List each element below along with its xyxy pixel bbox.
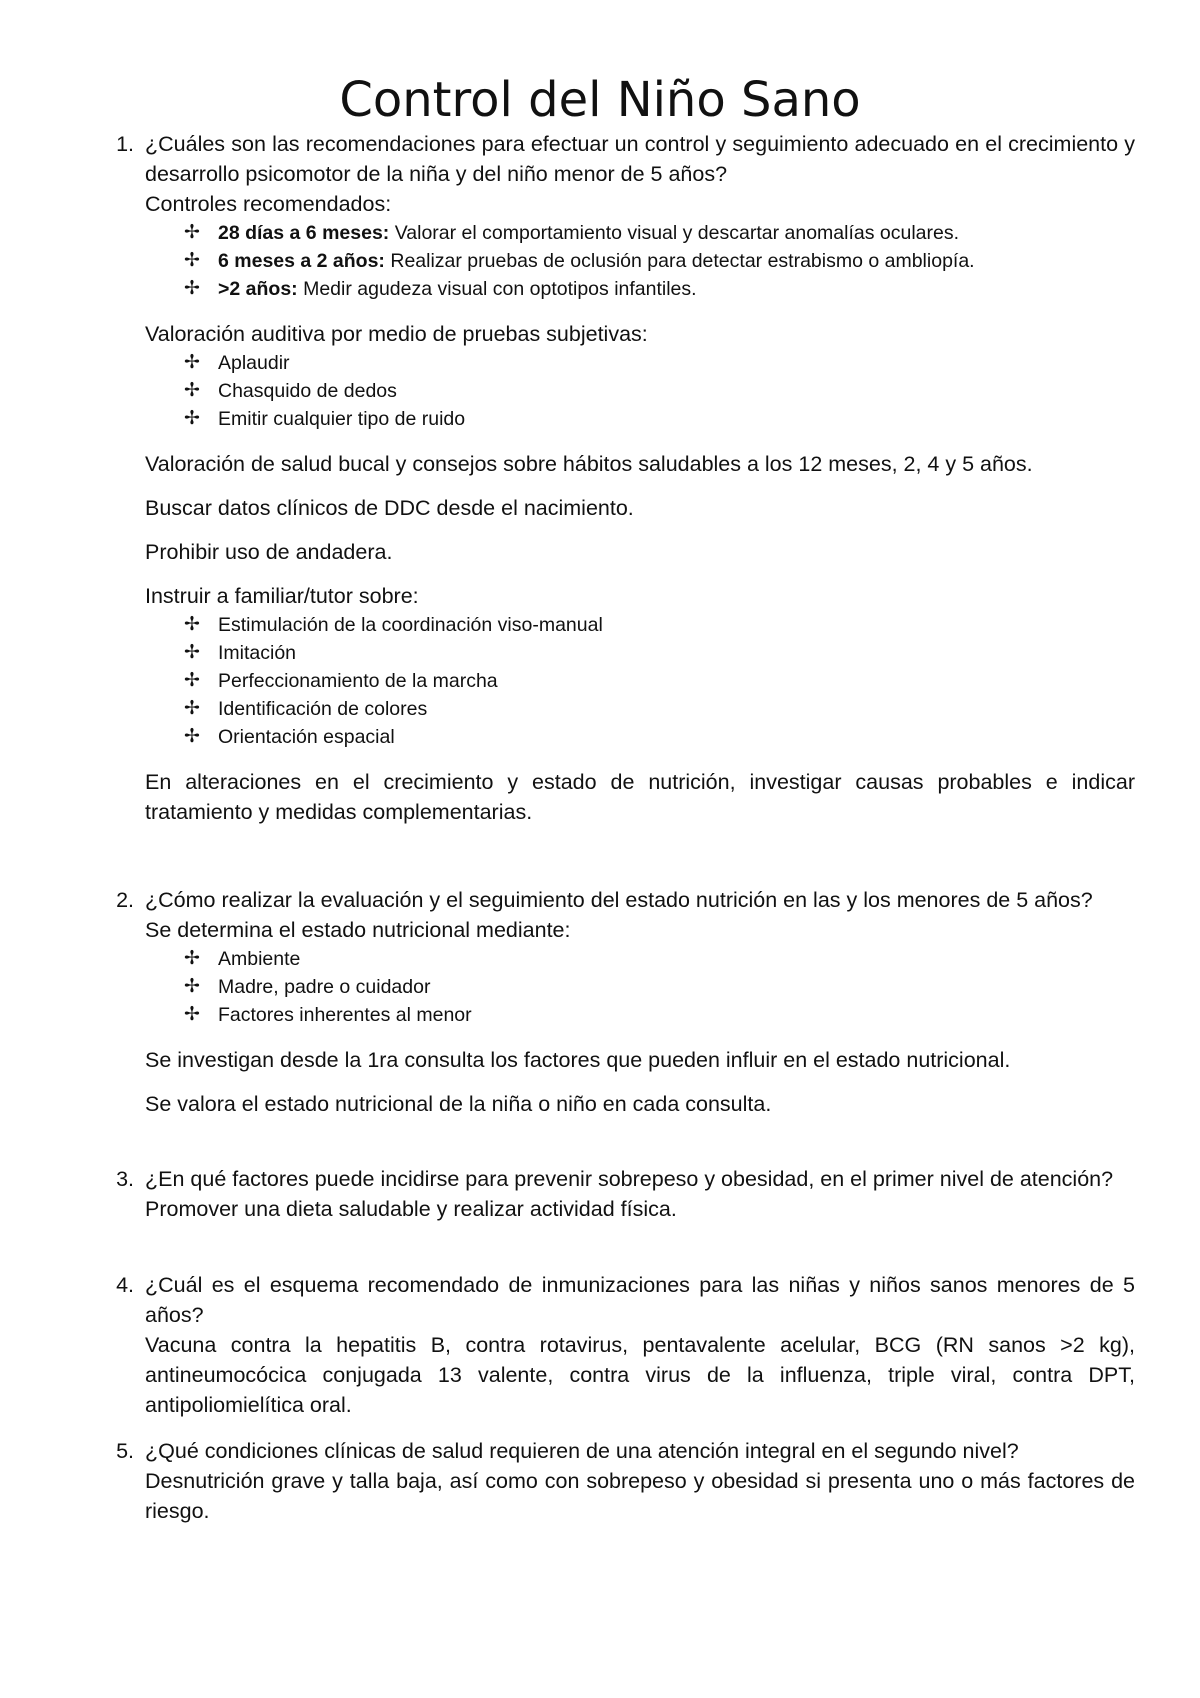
list-item-text: Perfeccionamiento de la marcha <box>218 670 498 692</box>
cross-bullet-icon: ✢ <box>184 614 200 635</box>
list-item-text: Emitir cualquier tipo de ruido <box>218 408 466 430</box>
question-text: ¿En qué factores puede incidirse para prevenir sobrepeso y obesidad, en el primer nivel de atención? <box>145 1167 1114 1191</box>
cross-bullet-icon: ✢ <box>184 698 200 719</box>
question-3 <box>108 1164 1135 1224</box>
control-text: Valorar el comportamiento visual y descartar anomalías oculares. <box>389 222 960 244</box>
list-item <box>145 639 1135 667</box>
controls-list <box>145 219 1135 303</box>
controls-lead: Controles recomendados: <box>145 192 392 216</box>
list-item <box>145 945 1135 973</box>
list-item <box>145 349 1135 377</box>
page-title: Control del Niño Sano <box>339 72 861 128</box>
question-text: ¿Cómo realizar la evaluación y el seguimiento del estado nutrición en las y los menores de 5 años? <box>145 888 1093 912</box>
list-item-text: Madre, padre o cuidador <box>218 976 431 998</box>
question-number: 4. <box>116 1273 134 1297</box>
control-label: 28 días a 6 meses: <box>218 222 390 244</box>
question-5 <box>108 1436 1135 1526</box>
nutrition-lead: Se determina el estado nutricional mediante: <box>145 918 571 942</box>
question-number: 2. <box>116 888 134 912</box>
list-item <box>145 405 1135 433</box>
cross-bullet-icon: ✢ <box>184 250 200 271</box>
cross-bullet-icon: ✢ <box>184 642 200 663</box>
list-item-text: Identificación de colores <box>218 698 428 720</box>
walker-paragraph: Prohibir uso de andadera. <box>145 540 393 564</box>
instruct-lead: Instruir a familiar/tutor sobre: <box>145 584 419 608</box>
control-label: 6 meses a 2 años: <box>218 250 385 272</box>
cross-bullet-icon: ✢ <box>184 1004 200 1025</box>
cross-bullet-icon: ✢ <box>184 352 200 373</box>
nutrition-list <box>145 945 1135 1029</box>
cross-bullet-icon: ✢ <box>184 408 200 429</box>
list-item <box>145 667 1135 695</box>
nutrition-paragraph-2: Se valora el estado nutricional de la niña o niño en cada consulta. <box>145 1092 772 1116</box>
question-text: ¿Cuál es el esquema recomendado de inmunizaciones para las niñas y niños sanos menores de 5 años? <box>145 1273 1135 1327</box>
list-item-text: Ambiente <box>218 948 301 970</box>
answer-text: Desnutrición grave y talla baja, así como con sobrepeso y obesidad si presenta uno o más factores de riesgo. <box>145 1469 1135 1523</box>
nutrition-paragraph-1: Se investigan desde la 1ra consulta los factores que pueden influir en el estado nutricional. <box>145 1048 1011 1072</box>
list-item <box>145 723 1135 751</box>
question-2 <box>108 885 1135 1119</box>
list-item <box>145 275 1135 303</box>
cross-bullet-icon: ✢ <box>184 278 200 299</box>
answer-text: Vacuna contra la hepatitis B, contra rotavirus, pentavalente acelular, BCG (RN sanos >2 kg), antineumocócica conjugada 13 valente, contra virus de la influenza, triple viral, contra DPT, antipoliomielítica oral. <box>145 1333 1135 1417</box>
question-text: ¿Cuáles son las recomendaciones para efectuar un control y seguimiento adecuado en el crecimiento y desarrollo psicomotor de la niña y del niño menor de 5 años? <box>145 132 1135 186</box>
alterations-paragraph: En alteraciones en el crecimiento y estado de nutrición, investigar causas probables e indicar tratamiento y medidas complementarias. <box>145 770 1135 824</box>
list-item <box>145 1001 1135 1029</box>
control-label: >2 años: <box>218 278 298 300</box>
question-text: ¿Qué condiciones clínicas de salud requieren de una atención integral en el segundo nivel? <box>145 1439 1019 1463</box>
cross-bullet-icon: ✢ <box>184 670 200 691</box>
control-text: Medir agudeza visual con optotipos infantiles. <box>297 278 697 300</box>
control-text: Realizar pruebas de oclusión para detectar estrabismo o ambliopía. <box>384 250 975 272</box>
list-item <box>145 247 1135 275</box>
list-item-text: Estimulación de la coordinación viso-manual <box>218 614 603 636</box>
question-4 <box>108 1270 1135 1420</box>
list-item-text: Chasquido de dedos <box>218 380 397 402</box>
list-item <box>145 377 1135 405</box>
oral-health-paragraph: Valoración de salud bucal y consejos sobre hábitos saludables a los 12 meses, 2, 4 y 5 años. <box>145 452 1033 476</box>
question-number: 1. <box>116 132 134 156</box>
question-number: 5. <box>116 1439 134 1463</box>
cross-bullet-icon: ✢ <box>184 976 200 997</box>
list-item-text: Aplaudir <box>218 352 290 374</box>
cross-bullet-icon: ✢ <box>184 948 200 969</box>
cross-bullet-icon: ✢ <box>184 726 200 747</box>
hearing-lead: Valoración auditiva por medio de pruebas subjetivas: <box>145 322 648 346</box>
hearing-list <box>145 349 1135 433</box>
list-item <box>145 219 1135 247</box>
list-item-text: Orientación espacial <box>218 726 395 748</box>
cross-bullet-icon: ✢ <box>184 222 200 243</box>
ddc-paragraph: Buscar datos clínicos de DDC desde el nacimiento. <box>145 496 634 520</box>
instruct-list <box>145 611 1135 751</box>
list-item-text: Imitación <box>218 642 297 664</box>
list-item <box>145 695 1135 723</box>
question-1 <box>108 129 1135 827</box>
question-number: 3. <box>116 1167 134 1191</box>
list-item-text: Factores inherentes al menor <box>218 1004 472 1026</box>
cross-bullet-icon: ✢ <box>184 380 200 401</box>
list-item <box>145 973 1135 1001</box>
answer-text: Promover una dieta saludable y realizar actividad física. <box>145 1197 677 1221</box>
list-item <box>145 611 1135 639</box>
